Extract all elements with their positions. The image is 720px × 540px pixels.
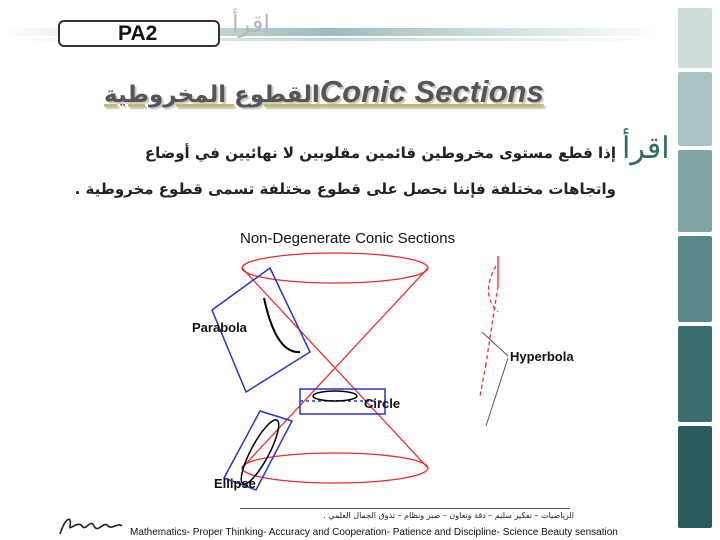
signature-mark <box>56 512 126 538</box>
side-decoration <box>678 8 712 528</box>
badge-label: PA2 <box>118 22 158 45</box>
side-tile <box>678 426 712 528</box>
double-cone <box>242 253 428 483</box>
logo-watermark <box>618 112 674 178</box>
side-tile <box>678 150 712 232</box>
side-tile <box>678 236 712 322</box>
logo-mark-top: اقرأ <box>232 10 271 38</box>
label-circle: Circle <box>364 396 401 411</box>
title-english: Conic Sections <box>319 74 544 109</box>
title-arabic: القطوع المخروطية <box>104 82 320 108</box>
side-tile <box>678 8 712 68</box>
svg-text:اقرأ: اقرأ <box>622 131 670 166</box>
figure-title: Non-Degenerate Conic Sections <box>240 230 456 247</box>
body-line-1: إذا قطع مستوى مخروطين قائمين مقلوبين لا نهائيين في أوضاع <box>144 144 616 162</box>
side-tile <box>678 72 712 146</box>
hyperbola-plane <box>480 266 498 396</box>
bottom-cone-rim <box>242 453 428 483</box>
body-line-2: واتجاهات مختلفة فإننا نحصل على قطوع مختلفة تسمى قطوع مخروطية . <box>74 180 616 198</box>
label-parabola: Parabola <box>192 320 247 335</box>
label-ellipse: Ellipse <box>214 476 256 491</box>
side-tile <box>678 326 712 422</box>
label-hyperbola: Hyperbola <box>510 349 574 364</box>
page-title <box>104 74 604 114</box>
footer-arabic: الرياضيات – تفكير سليم – دقة وتعاون – صبر ونظام – تذوق الجمال العلمي . <box>323 511 574 520</box>
footer-rule <box>240 508 570 509</box>
footer-english: Mathematics- Proper Thinking- Accuracy and Cooperation- Patience and Discipline- Science Beauty sensation <box>130 527 618 538</box>
hyperbola-pointers <box>482 332 508 426</box>
conic-diagram <box>180 246 580 504</box>
circle-curve <box>313 391 357 401</box>
